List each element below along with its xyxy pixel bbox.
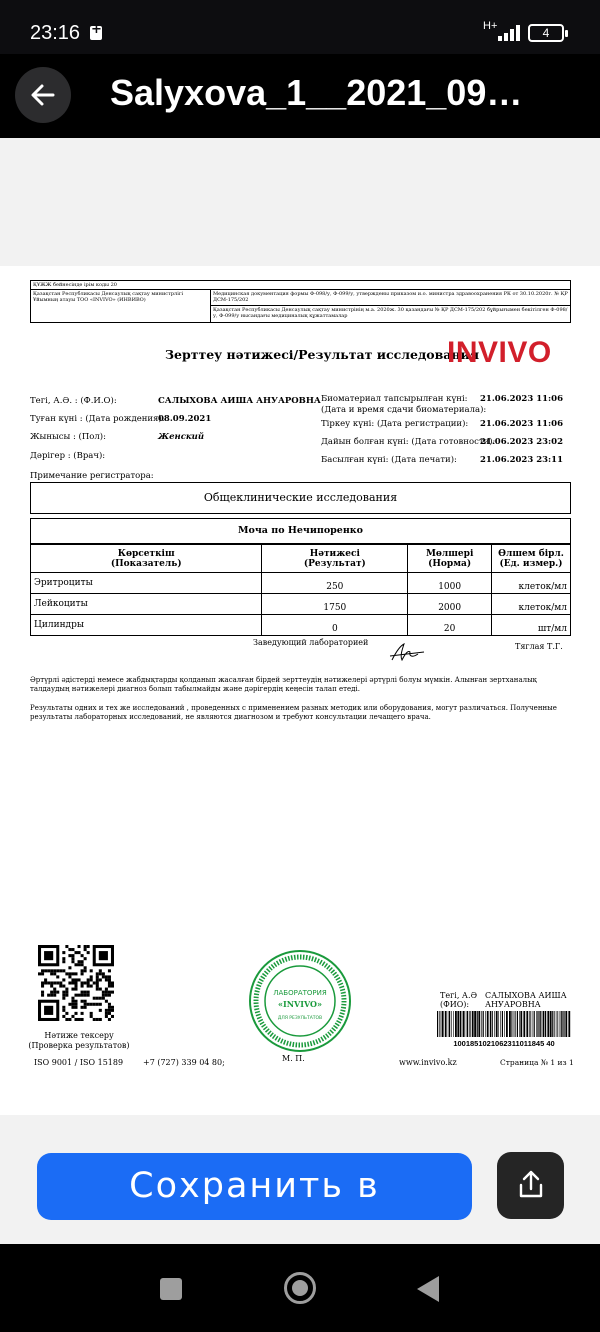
- dob-label: Туған күні : (Дата рождения):: [30, 414, 165, 424]
- mp-label: М. П.: [282, 1054, 305, 1063]
- nav-back-button[interactable]: [417, 1276, 439, 1302]
- col-result: Нәтижесі (Результат): [262, 545, 408, 573]
- arrow-left-icon: [29, 81, 57, 109]
- row-norm: 20: [408, 615, 492, 636]
- disclaimer-kz: Әртүрлі әдістерді немесе жабдықтарды қолданып жасалған бірдей зерттеудің нәтижелері әртүрлі болуы мүмкін. Алынған зертханалық талдаудың нәтижелері диагноз болып табылмайды және дәрігердің кеңесін талап етеді.: [30, 676, 537, 693]
- head-of-lab-label: Заведующий лабораторией: [253, 638, 369, 647]
- name-value: САЛЫХОВА АИША АНУАРОВНА: [158, 396, 321, 406]
- table-row: [31, 615, 571, 636]
- signal-icon: [498, 25, 520, 41]
- signature-image: [388, 642, 428, 664]
- results-table: [30, 544, 571, 636]
- row-result: 250: [262, 573, 408, 594]
- row-result: 0: [262, 615, 408, 636]
- document-page: ҚҰЖЖ бейнесінде ірім коды 20 Қазақстан Республикасы Денсаулық сақтау министрлігі Ұйымның атауы ТОО «INVIVO» (ИНВИВО) Медицинская документация формы Ф-098/у, Ф-099/у, утверждены приказом и.о. министра здравоохранения РК от 30.10.2020г. № ҚР ДСМ-175/202 Қазақстан Республикасы Денсаулық сақтау министрінің м.а. 2020ж. 30 қазандағы № ҚР ДСМ-175/202 бұйрығымен бекітілген Ф-098/у, Ф-099/у нысандағы медициналық құжаттамалар Зерттеу нәтижесі/Результат исследования INVIVO Тегі, А.Ә. : (Ф.И.О): САЛЫХОВА АИША АНУАРОВНА Туған күні : (Дата рождения): 08.09.2021 Жынысы : (Пол): Женский Дәрігер : (Врач): Примечание регистратора: Биоматериал тапсырылған күні: (Дата и время сдачи биоматериала): 21.06.2023 11:06 Тіркеу күні: (Дата регистрации): 21.06.2023 11:06 Дайын болған күні: (Дата готовности): 21.06.2023 23:02 Басылған күні: (Дата печати): 21.06.2023 23:11 Общеклинические исследования Моча по Нечипоренко Көрсеткіш (Показатель) Нәтижесі (Результат) Мөлшері (Норма) Өлшем бірл. (Ед. измер.) Эритроциты 250 1000 клеток/мл Лейкоциты 1750 2000 клеток/мл Цилиндры 0 20 шт/мл Заведующий лабораторией Тяглая Т.Г. Әртүрлі әдістерді немесе жабдықтарды қолданып жасалған бірдей зерттеудің нәтижелері әртүрлі болуы мүмкін. Алынған зертханалық талдаудың нәтижелері диагноз болып табылмайды және дәрігердің кеңесін талап етеді. Результаты одних и тех же исследований , проведенных с применением разных методик или оборудования, могут различаться. Полученные результаты лабораторных исследований, не являются диагнозом и требуют консультации лечащего врача. Нәтиже тексеру (Проверка результатов) ISO 9001 / ISO 15189 +7 (727) 339 04 80; ЛАБОРАТОРИЯ «INVIVO» ДЛЯ РЕЗУЛЬТАТОВ М. П. Тегі, А.Ә (ФИО): САЛЫХОВА АИША АНУАРОВНА 1001851021062311011845 40 www.invivo.kz Страница № 1 из 1: [0, 266, 600, 1115]
- results-header-row: [31, 545, 571, 573]
- barcode: [437, 1011, 571, 1037]
- print-value: 21.06.2023 23:11: [480, 455, 563, 465]
- row-name: Цилиндры: [31, 615, 262, 636]
- dob-value: 08.09.2021: [158, 414, 212, 424]
- row-unit: клеток/мл: [492, 573, 571, 594]
- svg-text:«INVIVO»: «INVIVO»: [277, 999, 323, 1009]
- row-norm: 2000: [408, 594, 492, 615]
- doc-header-table: [30, 280, 571, 323]
- name-label: Тегі, А.Ә. : (Ф.И.О):: [30, 396, 117, 406]
- qr-code: [38, 945, 114, 1021]
- row-name: Лейкоциты: [31, 594, 262, 615]
- svg-text:ДЛЯ РЕЗУЛЬТАТОВ: ДЛЯ РЕЗУЛЬТАТОВ: [277, 1016, 323, 1021]
- share-icon: [514, 1168, 548, 1202]
- bio-label-2: (Дата и время сдачи биоматериала):: [321, 405, 487, 415]
- lab-stamp: [248, 949, 352, 1053]
- save-to-button[interactable]: Сохранить в: [37, 1153, 472, 1220]
- share-button[interactable]: [497, 1152, 564, 1219]
- page-number: Страница № 1 из 1: [500, 1058, 574, 1067]
- status-time: 23:16: [30, 22, 81, 44]
- ready-label: Дайын болған күні: (Дата готовности):: [321, 437, 496, 447]
- home-button[interactable]: [284, 1272, 316, 1304]
- sex-label: Жынысы : (Пол):: [30, 432, 106, 442]
- bio-value: 21.06.2023 11:06: [480, 394, 563, 404]
- doc-title: Зерттеу нәтижесі/Результат исследования: [165, 347, 480, 362]
- doctor-label: Дәрігер : (Врач):: [30, 451, 106, 461]
- note-label: Примечание регистратора:: [30, 471, 154, 481]
- qr-label: Нәтиже тексеру (Проверка результатов): [28, 1031, 130, 1050]
- doc-header-code: ҚҰЖЖ бейнесінде ірім коды 20: [31, 281, 570, 290]
- section-title: Общеклинические исследования: [30, 482, 571, 514]
- col-indicator: Көрсеткіш (Показатель): [31, 545, 262, 573]
- website-text: www.invivo.kz: [399, 1058, 457, 1067]
- sim-icon: [90, 26, 102, 40]
- row-unit: шт/мл: [492, 615, 571, 636]
- test-name: Моча по Нечипоренко: [30, 518, 571, 544]
- disclaimer-ru: Результаты одних и тех же исследований , проведенных с применением разных методик или оборудования, могут различаться. Полученные результаты лабораторных исследований, не являются диагнозом и требуют консультации лечащего врача.: [30, 704, 557, 721]
- table-row: [31, 594, 571, 615]
- back-button[interactable]: [15, 67, 71, 123]
- col-unit: Өлшем бірл. (Ед. измер.): [492, 545, 571, 573]
- print-label: Басылған күні: (Дата печати):: [321, 455, 457, 465]
- doc-header-form-ru: Медицинская документация формы Ф-098/у, Ф-099/у, утверждены приказом и.о. министра здравоохранения РК от 30.10.2020г. № ҚР ДСМ-175/202: [211, 290, 570, 306]
- head-of-lab-name: Тяглая Т.Г.: [515, 642, 563, 651]
- doc-header-org: Қазақстан Республикасы Денсаулық сақтау министрлігі Ұйымның атауы ТОО «INVIVO» (ИНВИВО): [31, 290, 211, 322]
- recent-apps-button[interactable]: [160, 1278, 182, 1300]
- row-unit: клеток/мл: [492, 594, 571, 615]
- col-norm: Мөлшері (Норма): [408, 545, 492, 573]
- app-bar: [0, 54, 600, 138]
- row-name: Эритроциты: [31, 573, 262, 594]
- phone-text: +7 (727) 339 04 80;: [143, 1058, 225, 1067]
- ready-value: 21.06.2023 23:02: [480, 437, 563, 447]
- iso-text: ISO 9001 / ISO 15189: [34, 1058, 124, 1067]
- system-nav-bar: [0, 1244, 600, 1332]
- document-viewer[interactable]: [0, 138, 600, 1115]
- action-bar: [0, 1115, 600, 1244]
- file-title: Salyxova_1__2021_09…: [110, 72, 523, 113]
- table-row: [31, 573, 571, 594]
- reg-label: Тіркеу күні: (Дата регистрации):: [321, 419, 469, 429]
- reg-value: 21.06.2023 11:06: [480, 419, 563, 429]
- invivo-logo: INVIVO: [447, 336, 552, 369]
- bio-label-1: Биоматериал тапсырылған күні:: [321, 394, 468, 404]
- battery-icon: 4: [528, 24, 564, 42]
- barcode-number: 1001851021062311011845 40: [453, 1039, 555, 1048]
- doc-header-form-kz: Қазақстан Республикасы Денсаулық сақтау министрінің м.а. 2020ж. 30 қазандағы № ҚР ДСМ-175/202 бұйрығымен бекітілген Ф-098/у, Ф-099/у нысандағы медициналық құжаттамалар: [213, 307, 568, 319]
- row-result: 1750: [262, 594, 408, 615]
- status-bar: [0, 0, 600, 54]
- network-type: H+: [483, 20, 498, 32]
- sex-value: Женский: [158, 432, 205, 442]
- row-norm: 1000: [408, 573, 492, 594]
- svg-text:ЛАБОРАТОРИЯ: ЛАБОРАТОРИЯ: [273, 989, 327, 997]
